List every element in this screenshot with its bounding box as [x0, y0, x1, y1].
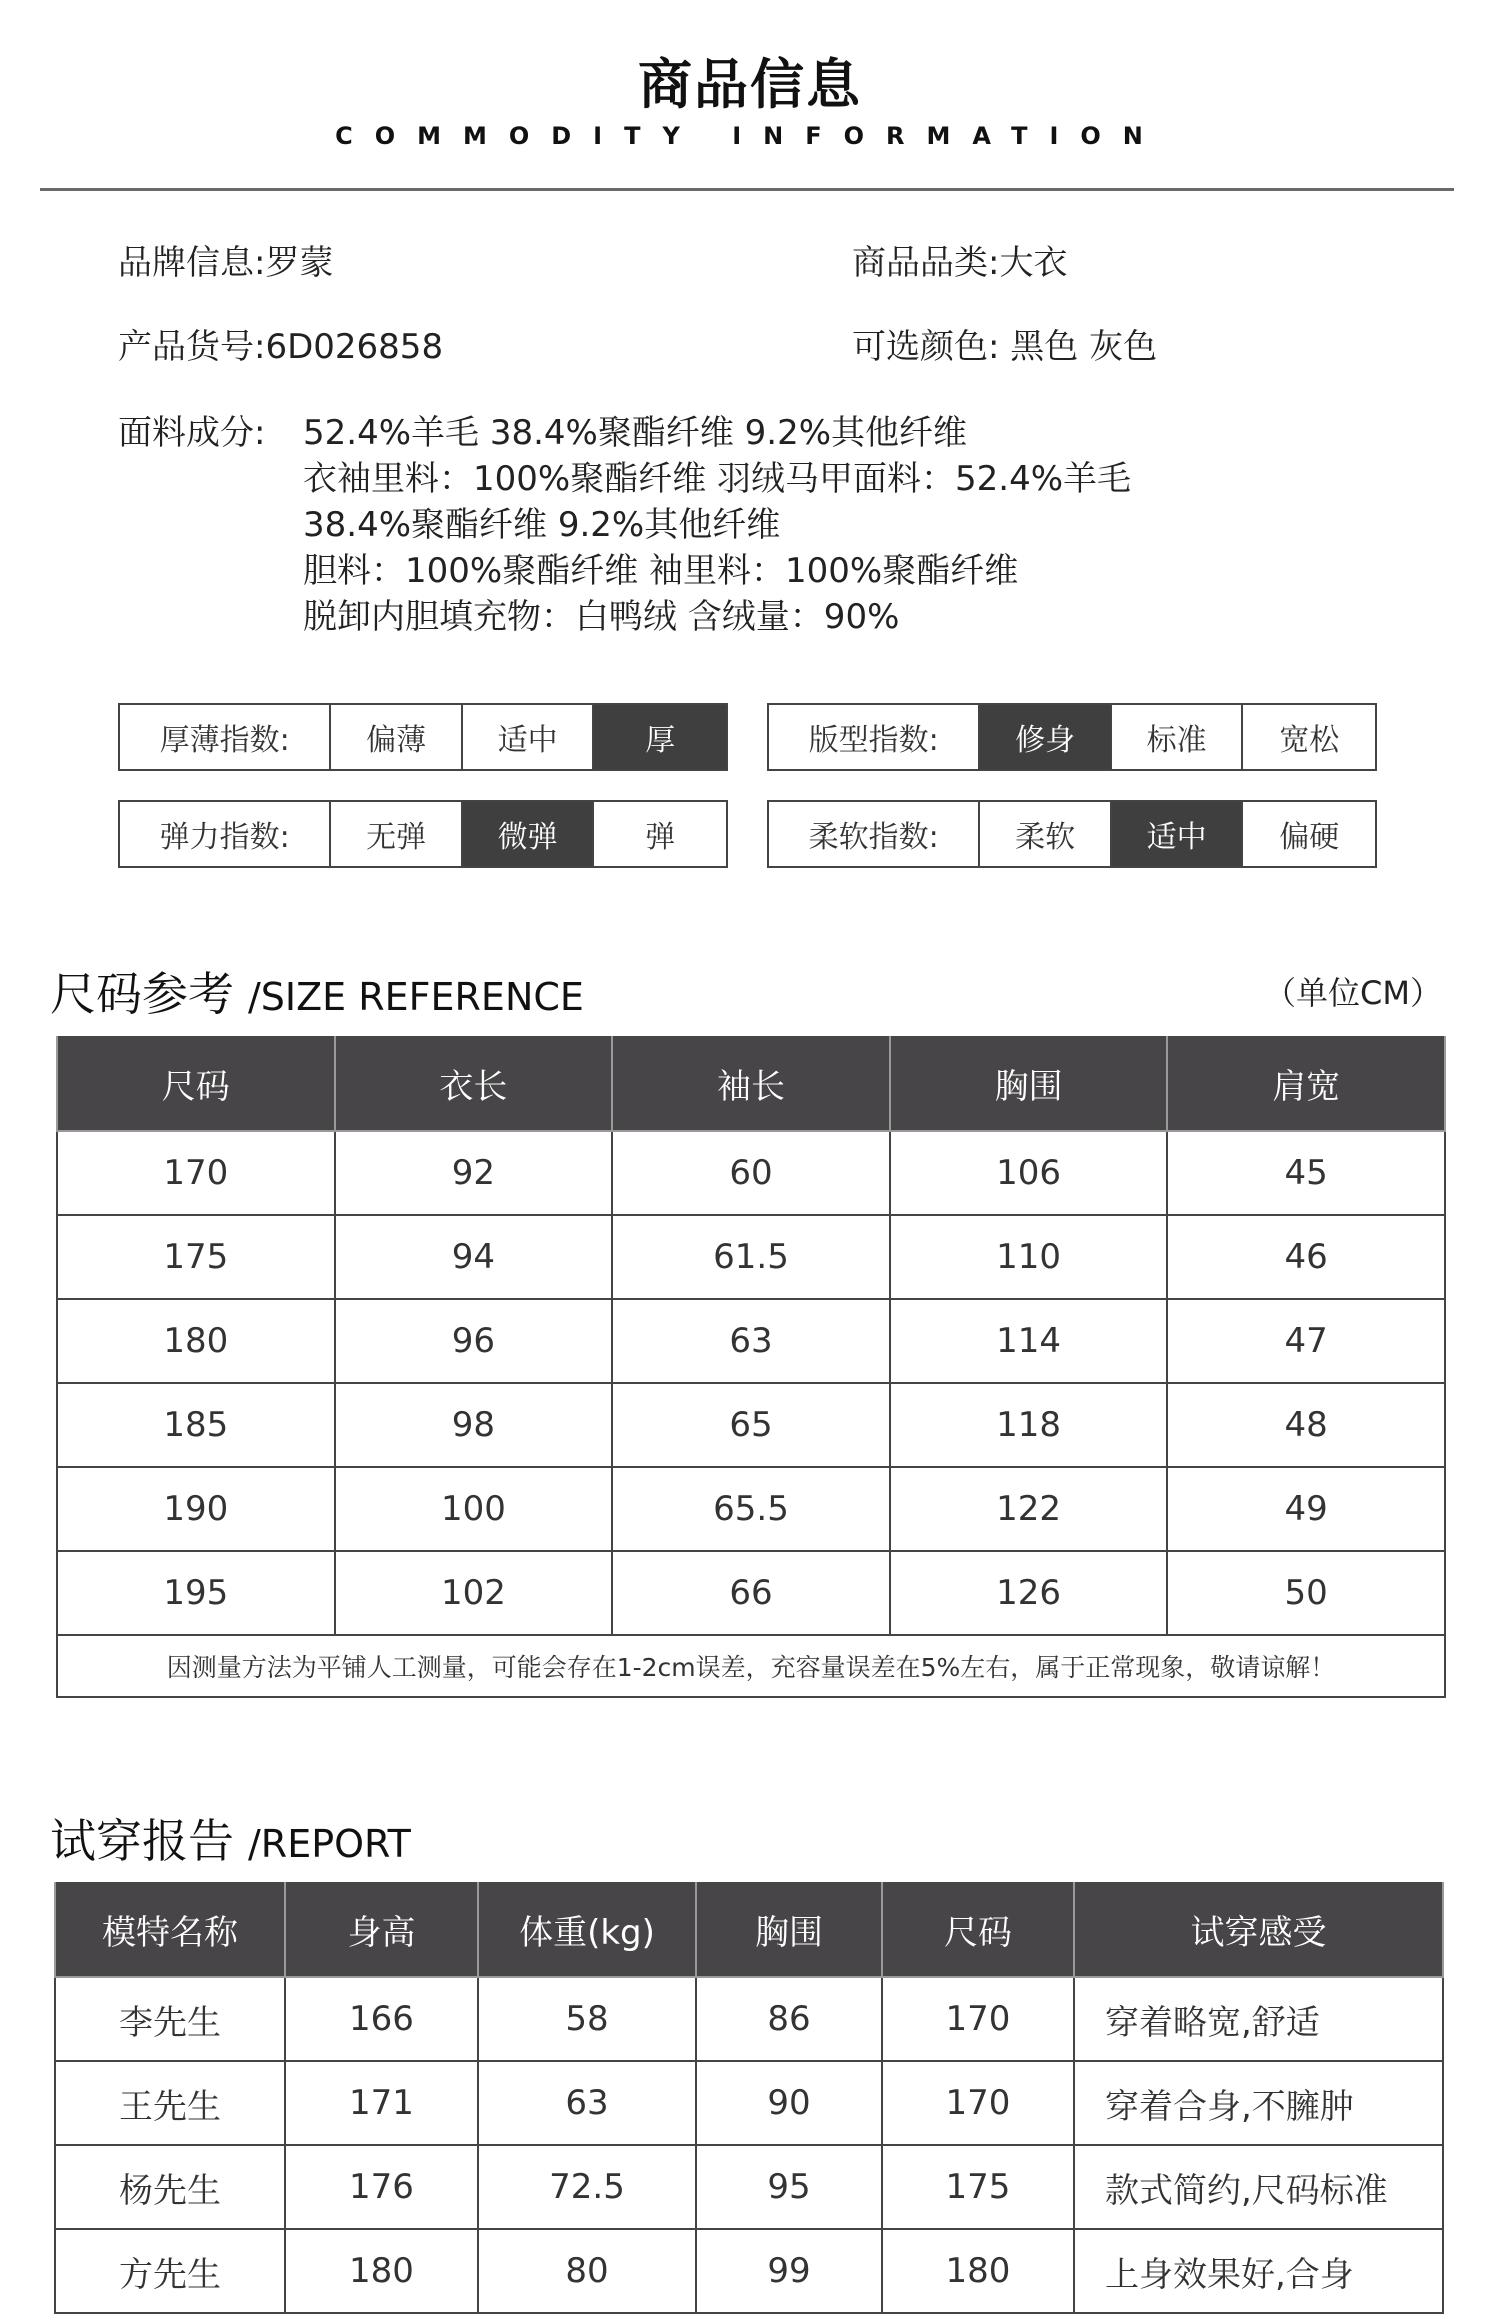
table-cell: 65 — [612, 1383, 890, 1467]
report-title-en: /REPORT — [248, 1822, 411, 1866]
thickness-index — [118, 703, 728, 771]
report-col-header: 尺码 — [882, 1882, 1074, 1977]
fabric-line: 脱卸内胆填充物：白鸭绒 含绒量：90% — [303, 597, 900, 637]
table-cell: 66 — [612, 1551, 890, 1635]
table-cell: 180 — [285, 2229, 478, 2313]
size-title-cn: 尺码参考 — [50, 967, 234, 1021]
table-cell: 63 — [478, 2061, 696, 2145]
fit-option: 宽松 — [1279, 723, 1340, 758]
table-cell: 180 — [882, 2229, 1074, 2313]
table-cell: 118 — [890, 1383, 1168, 1467]
table-row — [57, 1383, 1445, 1467]
category-value: 大衣 — [999, 243, 1068, 283]
table-cell: 180 — [57, 1299, 335, 1383]
table-row — [57, 1467, 1445, 1551]
fabric-line: 衣袖里料：100%聚酯纤维 羽绒马甲面料：52.4%羊毛 — [303, 459, 1132, 499]
table-cell: 上身效果好,合身 — [1074, 2229, 1443, 2313]
table-cell: 102 — [335, 1551, 613, 1635]
table-cell: 99 — [696, 2229, 882, 2313]
table-cell: 50 — [1167, 1551, 1445, 1635]
table-cell: 80 — [478, 2229, 696, 2313]
table-cell: 方先生 — [55, 2229, 285, 2313]
thickness-option: 适中 — [463, 705, 595, 769]
table-cell: 106 — [890, 1131, 1168, 1215]
table-cell: 58 — [478, 1977, 696, 2061]
table-cell: 杨先生 — [55, 2145, 285, 2229]
category-info — [852, 243, 1067, 283]
fabric-line: 38.4%聚酯纤维 9.2%其他纤维 — [303, 505, 781, 545]
table-row — [55, 1977, 1443, 2061]
table-cell: 60 — [612, 1131, 890, 1215]
table-cell: 46 — [1167, 1215, 1445, 1299]
report-table-header — [55, 1882, 1443, 1977]
table-cell: 72.5 — [478, 2145, 696, 2229]
size-title-en: /SIZE REFERENCE — [248, 975, 584, 1019]
size-col-header: 衣长 — [335, 1036, 613, 1131]
report-col-header: 模特名称 — [55, 1882, 285, 1977]
fabric-line: 52.4%羊毛 38.4%聚酯纤维 9.2%其他纤维 — [303, 413, 968, 453]
elasticity-index — [118, 800, 728, 868]
table-cell: 175 — [882, 2145, 1074, 2229]
table-cell: 166 — [285, 1977, 478, 2061]
fabric-composition — [303, 410, 1131, 640]
table-cell: 61.5 — [612, 1215, 890, 1299]
size-col-header: 尺码 — [57, 1036, 335, 1131]
header-divider — [40, 188, 1454, 191]
report-section-title — [50, 1805, 411, 1871]
table-cell: 171 — [285, 2061, 478, 2145]
elasticity-index-label: 弹力指数: — [120, 802, 331, 866]
table-cell: 48 — [1167, 1383, 1445, 1467]
table-cell: 王先生 — [55, 2061, 285, 2145]
size-col-header: 胸围 — [890, 1036, 1168, 1131]
table-cell: 98 — [335, 1383, 613, 1467]
thickness-option: 偏薄 — [331, 705, 463, 769]
fit-option: 标准 — [1112, 705, 1244, 769]
table-cell: 94 — [335, 1215, 613, 1299]
table-cell: 穿着合身,不臃肿 — [1074, 2061, 1443, 2145]
size-table — [56, 1036, 1446, 1698]
report-title-cn: 试穿报告 — [50, 1814, 234, 1868]
size-section-title — [50, 958, 584, 1024]
fit-index-label: 版型指数: — [769, 705, 980, 769]
softness-index — [767, 800, 1377, 868]
elasticity-option: 微弹 — [463, 802, 595, 866]
table-cell: 185 — [57, 1383, 335, 1467]
softness-option: 偏硬 — [1279, 820, 1340, 855]
table-cell: 170 — [57, 1131, 335, 1215]
table-cell: 195 — [57, 1551, 335, 1635]
fabric-label: 面料成分: — [118, 413, 266, 453]
report-col-header: 试穿感受 — [1074, 1882, 1443, 1977]
table-cell: 86 — [696, 1977, 882, 2061]
table-cell: 110 — [890, 1215, 1168, 1299]
size-table-header — [57, 1036, 1445, 1131]
table-cell: 100 — [335, 1467, 613, 1551]
softness-option: 适中 — [1112, 802, 1244, 866]
table-row — [57, 1299, 1445, 1383]
size-note: 因测量方法为平铺人工测量，可能会存在1-2cm误差，充容量误差在5%左右，属于正常现象，敬请谅解！ — [57, 1635, 1445, 1697]
table-cell: 92 — [335, 1131, 613, 1215]
table-cell: 90 — [696, 2061, 882, 2145]
table-row — [55, 2061, 1443, 2145]
size-note-row — [57, 1635, 1445, 1697]
table-cell: 穿着略宽,舒适 — [1074, 1977, 1443, 2061]
table-cell: 114 — [890, 1299, 1168, 1383]
table-cell: 95 — [696, 2145, 882, 2229]
category-label: 商品品类: — [852, 243, 1000, 283]
brand-value: 罗蒙 — [265, 243, 334, 283]
softness-index-label: 柔软指数: — [769, 802, 980, 866]
thickness-option: 厚 — [594, 705, 726, 769]
size-unit: （单位CM） — [1264, 974, 1442, 1012]
table-cell: 47 — [1167, 1299, 1445, 1383]
report-col-header: 身高 — [285, 1882, 478, 1977]
table-row — [57, 1131, 1445, 1215]
table-cell: 96 — [335, 1299, 613, 1383]
elasticity-option: 无弹 — [331, 802, 463, 866]
page-title: 商品信息 — [638, 53, 862, 116]
report-col-header: 体重(kg) — [478, 1882, 696, 1977]
report-table — [54, 1882, 1444, 2314]
table-row — [57, 1551, 1445, 1635]
table-cell: 款式简约,尺码标准 — [1074, 2145, 1443, 2229]
table-cell: 45 — [1167, 1131, 1445, 1215]
table-cell: 175 — [57, 1215, 335, 1299]
sku-value: 6D026858 — [265, 327, 444, 367]
table-cell: 122 — [890, 1467, 1168, 1551]
softness-option: 柔软 — [980, 802, 1112, 866]
table-cell: 170 — [882, 2061, 1074, 2145]
table-cell: 190 — [57, 1467, 335, 1551]
table-row — [55, 2229, 1443, 2313]
colors-label: 可选颜色: — [852, 327, 1000, 367]
table-cell: 170 — [882, 1977, 1074, 2061]
brand-info — [118, 243, 333, 283]
table-cell: 63 — [612, 1299, 890, 1383]
table-row — [55, 2145, 1443, 2229]
size-col-header: 袖长 — [612, 1036, 890, 1131]
table-row — [57, 1215, 1445, 1299]
fit-index — [767, 703, 1377, 771]
colors-info — [852, 327, 1157, 367]
table-cell: 李先生 — [55, 1977, 285, 2061]
fabric-line: 胆料：100%聚酯纤维 袖里料：100%聚酯纤维 — [303, 551, 1019, 591]
table-cell: 126 — [890, 1551, 1168, 1635]
sku-label: 产品货号: — [118, 327, 266, 367]
sku-info — [118, 327, 443, 367]
thickness-index-label: 厚薄指数: — [120, 705, 331, 769]
table-cell: 65.5 — [612, 1467, 890, 1551]
brand-label: 品牌信息: — [118, 243, 266, 283]
table-cell: 176 — [285, 2145, 478, 2229]
fit-option: 修身 — [980, 705, 1112, 769]
page-subtitle: COMMODITY INFORMATION — [335, 122, 1165, 150]
size-col-header: 肩宽 — [1167, 1036, 1445, 1131]
table-cell: 49 — [1167, 1467, 1445, 1551]
elasticity-option: 弹 — [645, 820, 676, 855]
report-col-header: 胸围 — [696, 1882, 882, 1977]
colors-value: 黑色 灰色 — [1010, 327, 1158, 367]
